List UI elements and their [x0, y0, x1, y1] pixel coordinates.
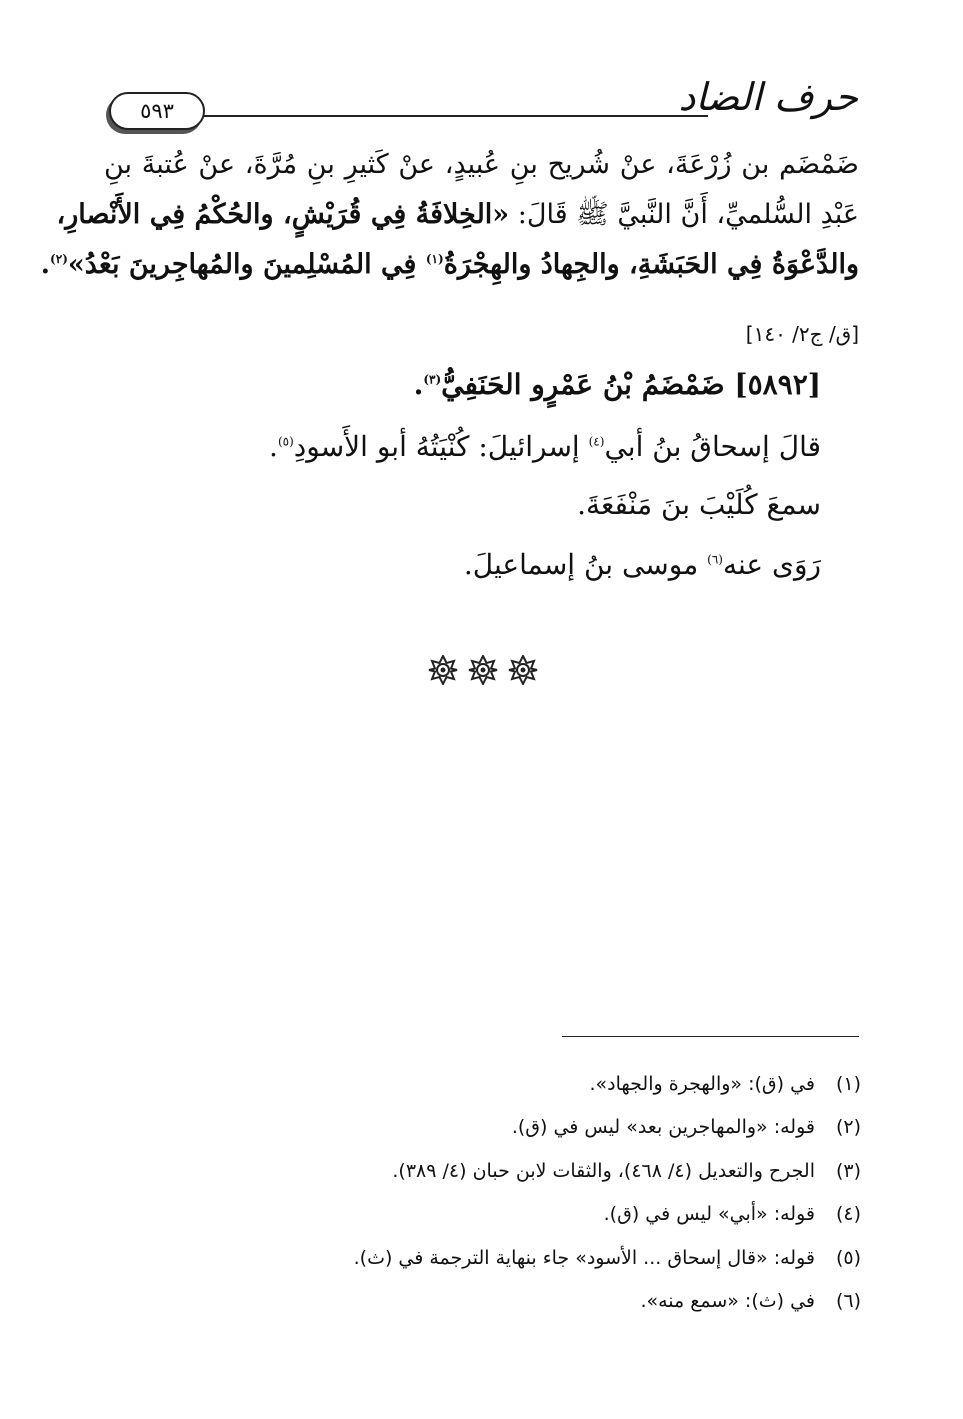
entry-title [414, 368, 821, 401]
entry-line-narrated-a: رَوَى عنه [722, 548, 821, 581]
star-ornament-icon [468, 655, 498, 685]
star-ornament-icon [428, 655, 458, 685]
entry-line-narrated-b: موسى بنُ إسماعيلَ. [463, 548, 708, 581]
footnote-item [221, 1236, 861, 1280]
footnotes [221, 1062, 861, 1323]
footnote-text: الجرح والتعديل (٤/ ٤٦٨)، والثقات لابن حبان (٤/ ٣٨٩). [392, 1159, 815, 1182]
page-number-badge [109, 92, 205, 130]
entry-line-kunya-b: إسرائيلَ: كُنْيَتُهُ أبو الأَسودِ [293, 430, 589, 463]
footnote-number: (٢) [835, 1116, 861, 1139]
entry-line-narrated [464, 548, 821, 581]
body-line-2 [56, 190, 859, 240]
footnote-item [221, 1149, 861, 1193]
entry-line-kunya [269, 430, 821, 463]
entry-line-kunya-end: . [269, 430, 278, 463]
footnote-item [221, 1280, 861, 1324]
section-divider-ornaments [428, 652, 538, 688]
body-line-2-text: عَبْدِ السُّلميِّ، أَنَّ النَّبيَّ ﷺ قَالَ: [509, 199, 859, 230]
hadith-paragraph [40, 140, 859, 290]
footnote-number: (٤) [835, 1203, 861, 1226]
footnote-marker-3: (٣) [423, 372, 442, 387]
page-header [105, 75, 860, 134]
body-line-3-text-b: فِي المُسْلِمينَ والمُهاجِرينَ بَعْدُ» [67, 249, 426, 280]
body-line-1 [104, 140, 859, 190]
footnote-number: (١) [835, 1072, 861, 1095]
footnote-item [221, 1062, 861, 1106]
body-line-3-text: والدَّعْوَةُ فِي الحَبَشَةِ، والجِهادُ والهِجْرَةُ [443, 249, 859, 280]
entry-line-heard: سمعَ كُلَيْبَ بنَ مَنْفَعَةَ. [577, 488, 821, 521]
footnote-marker-1: (١) [425, 252, 444, 266]
body-line-3-end: . [40, 249, 51, 280]
footnote-text: في (ق): «والهجرة والجهاد». [589, 1072, 815, 1095]
header-rule [203, 115, 708, 117]
footnote-text: في (ث): «سمع منه». [640, 1290, 815, 1313]
footnote-separator [562, 1036, 859, 1037]
entry-title-end: . [413, 368, 424, 401]
footnote-item [221, 1106, 861, 1150]
footnote-number: (٣) [835, 1159, 861, 1182]
page-number: ٥٩٣ [140, 99, 174, 123]
chapter-title: حرف الضاد [678, 75, 858, 119]
body-line-1-text: ضَمْضَم بن زُرْعَةَ، عنْ شُريح بنِ عُبيدٍ، عنْ كَثيرِ بنِ مُرَّةَ، عنْ عُتبةَ بنِ [104, 149, 859, 180]
footnote-marker-2: (٢) [50, 252, 68, 266]
footnote-marker-5: (٥) [277, 434, 294, 449]
body-line-3 [40, 240, 859, 290]
footnote-text: قوله: «قال إسحاق ... الأسود» جاء بنهاية الترجمة في (ث). [353, 1246, 815, 1269]
entry-title-text: [٥٨٩٢] ضَمْضَمُ بْنُ عَمْرٍو الحَنَفِيُّ [441, 368, 821, 401]
body-line-2-quote: «الخِلافَةُ فِي قُرَيْشٍ، والحُكْمُ فِي الأَنْصارِ، [56, 199, 510, 230]
footnote-marker-4: (٤) [588, 434, 605, 449]
source-reference: [ق/ ج٢/ ١٤٠] [745, 322, 859, 346]
footnote-text: قوله: «أبي» ليس في (ق). [603, 1203, 815, 1226]
star-ornament-icon [508, 655, 538, 685]
footnote-text: قوله: «والمهاجرين بعد» ليس في (ق). [511, 1116, 815, 1139]
footnote-number: (٥) [835, 1246, 861, 1269]
footnote-marker-6: (٦) [707, 552, 723, 567]
entry-line-kunya-a: قالَ إسحاقُ بنُ أبي [604, 430, 821, 463]
footnote-number: (٦) [835, 1290, 861, 1313]
footnote-item [221, 1193, 861, 1237]
